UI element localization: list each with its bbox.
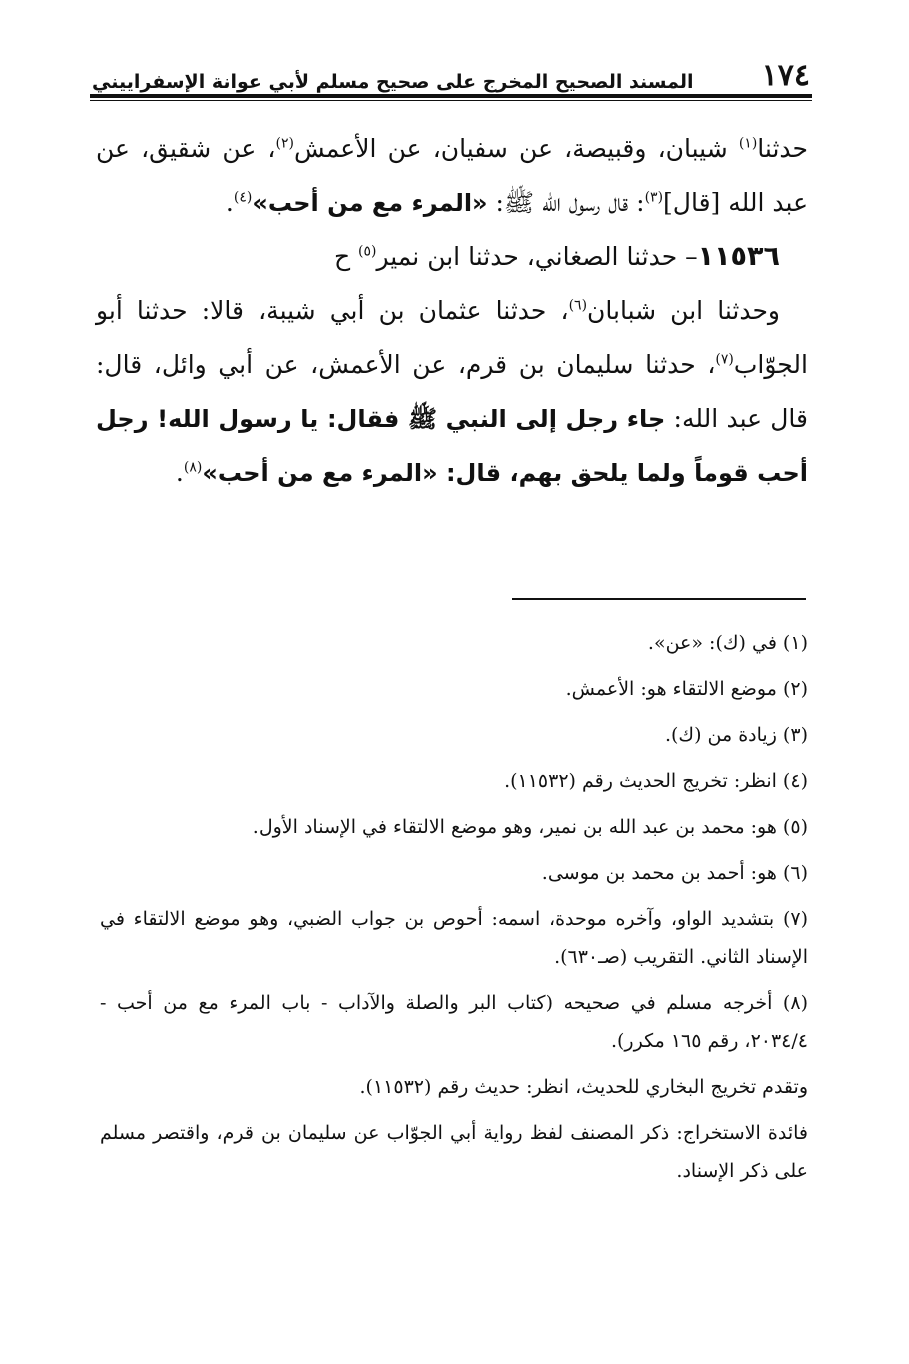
footnote-marker: (٧) <box>715 351 734 368</box>
text-segment: ، حدثنا سليمان بن قرم، عن الأعمش، عن أبي وائل، قال: قال عبد الله: <box>96 350 808 433</box>
footnote-note: فائدة الاستخراج: ذكر المصنف لفظ رواية أبي الجوّاب عن سليمان بن قرم، واقتصر مسلم على ذكر الإسناد. <box>100 1122 808 1182</box>
footnote-item: (٨) أخرجه مسلم في صحيحه (كتاب البر والصلة والآداب - باب المرء مع من أحب - ٢٠٣٤/٤، رقم ١٦٥ مكرر). <box>100 992 808 1052</box>
text-segment: . <box>175 458 184 487</box>
hadith-number: ١١٥٣٦ <box>697 241 780 272</box>
text-segment: شيبان، وقبيصة، عن سفيان، عن الأعمش <box>293 134 739 163</box>
text-segment: حدثنا <box>757 134 808 163</box>
footnote-marker: (٨) <box>183 459 203 476</box>
footnote-marker: (٤) <box>233 189 253 206</box>
footnote-item: (٣) زيادة من (ك). <box>664 724 808 746</box>
header-rule-thin <box>90 100 812 101</box>
footnote-item: (٧) بتشديد الواو، وآخره موحدة، اسمه: أحوص بن جواب الضبي، وهو موضع الالتقاء في الإسناد الثاني. التقريب (صـ٦٣٠). <box>100 908 808 968</box>
footnote-marker: (٣) <box>644 189 664 206</box>
footnote-marker: (٢) <box>275 135 294 152</box>
footnote-item: (٢) موضع الالتقاء هو: الأعمش. <box>565 678 808 700</box>
header-rule-thick <box>90 94 812 98</box>
text-segment: . <box>225 188 234 217</box>
footnote-item: (٥) هو: محمد بن عبد الله بن نمير، وهو موضع الالتقاء في الإسناد الأول. <box>252 816 808 838</box>
footnote-marker: (٦) <box>568 297 588 314</box>
text-segment: ، عن شقيق، عن عبد الله [قال] <box>96 134 808 217</box>
hadith-heading <box>96 230 808 284</box>
footnote-marker: (١) <box>738 135 758 152</box>
text-segment: ، حدثنا عثمان بن أبي شيبة، قالا: حدثنا أبو الجوّاب <box>96 296 808 379</box>
hadith-matn: «المرء مع من أحب» <box>252 189 488 217</box>
footnote-continuation: وتقدم تخريج البخاري للحديث، انظر: حديث رقم (١١٥٣٢). <box>359 1076 808 1098</box>
paragraph-1 <box>96 122 808 230</box>
footnote-item: (٤) انظر: تخريج الحديث رقم (١١٥٣٢). <box>504 770 808 792</box>
paragraph-2 <box>96 284 808 500</box>
running-title: المسند الصحيح المخرج على صحيح مسلم لأبي عوانة الإسفراييني <box>92 71 694 93</box>
footnote-separator <box>512 598 806 600</box>
main-text <box>96 122 808 500</box>
page-number: ١٧٤ <box>761 58 810 93</box>
footnote-item: (١) في (ك): «عن». <box>647 632 808 654</box>
text-segment: : قال رسول الله ﷺ: <box>487 188 645 217</box>
footnote-item: (٦) هو: أحمد بن محمد بن موسى. <box>541 862 808 884</box>
text-segment: وحدثنا ابن شبابان <box>587 296 781 325</box>
footnotes <box>100 624 808 1198</box>
hadith-matn: جاء رجل إلى النبي ﷺ فقال: يا رسول الله! رجل أحب قوماً ولما يلحق بهم، قال: «المرء مع من أحب» <box>96 405 808 487</box>
page-header <box>92 58 810 93</box>
footnote-marker: (٥) <box>358 243 377 260</box>
text-segment: ح <box>333 242 359 271</box>
text-segment: – حدثنا الصغاني، حدثنا ابن نمير <box>376 242 698 271</box>
